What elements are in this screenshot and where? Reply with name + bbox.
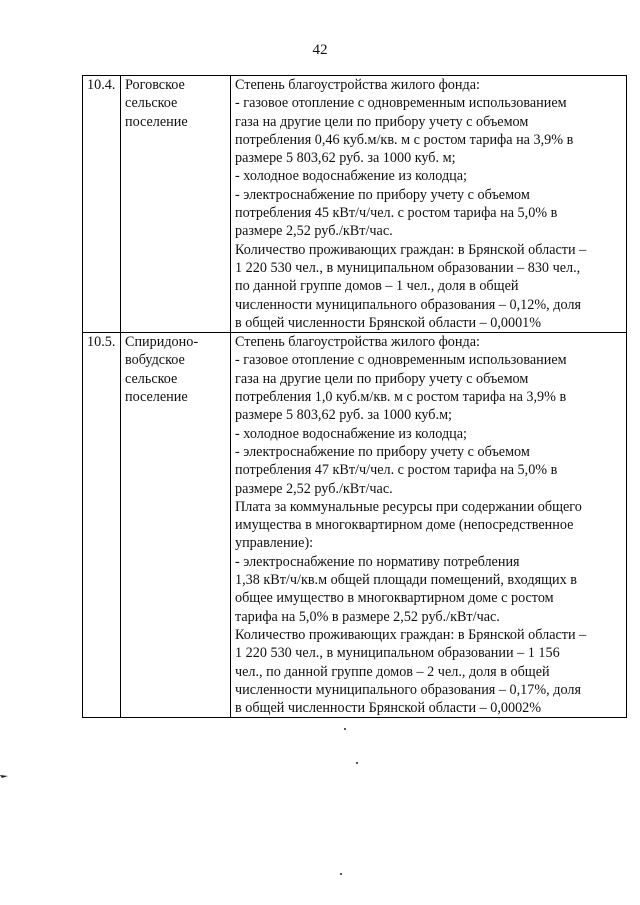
description-line: имущества в многоквартирном доме (непосредственное [235, 517, 574, 534]
settlement-name-line: Роговское [125, 77, 185, 93]
description-line: - электроснабжение по прибору учету с объемом [235, 443, 530, 460]
description-line: общее имущество в многоквартирном доме с ростом [235, 590, 554, 607]
description-line: - холодное водоснабжение из колодца; [235, 168, 467, 185]
settlement-name-line: Спиридоно- [125, 334, 199, 351]
row-number-cell [83, 333, 121, 718]
description-line: Плата за коммунальные ресурсы при содержании общего [235, 498, 582, 515]
settlement-name-line: вобудское [125, 352, 185, 369]
settlement-name-line: сельское [125, 370, 178, 387]
scan-speck [344, 728, 346, 730]
description-line: размере 2,52 руб./кВт/час. [235, 480, 393, 497]
settlement-name-cell [121, 76, 231, 333]
description-line: потребления 47 кВт/ч/чел. с ростом тарифа на 5,0% в [235, 462, 558, 479]
description-line: потребления 45 кВт/ч/чел. с ростом тарифа на 5,0% в [235, 205, 558, 222]
description-line: газа на другие цели по прибору учету с объемом [235, 370, 529, 387]
description-line: в общей численности Брянской области – 0,0001% [235, 314, 542, 331]
scan-speck [356, 762, 358, 764]
settlement-name-line: поселение [125, 389, 188, 406]
settlement-name-line: поселение [125, 113, 188, 130]
table-row [83, 333, 627, 718]
scan-speck [340, 873, 342, 875]
row-number: 10.5. [87, 334, 116, 351]
description-line: - электроснабжение по прибору учету с объемом [235, 186, 530, 203]
table-body [83, 76, 627, 718]
description-cell [231, 333, 627, 718]
description-line: - электроснабжение по нормативу потребления [235, 553, 520, 570]
description-line: - газовое отопление с одновременным использованием [235, 95, 567, 112]
description-line: размере 2,52 руб./кВт/час. [235, 223, 393, 240]
description-line: Степень благоустройства жилого фонда: [235, 334, 480, 351]
description-line: размере 5 803,62 руб. за 1000 куб. м; [235, 150, 456, 167]
scan-mark [0, 772, 10, 782]
row-number: 10.4. [87, 77, 116, 93]
description-line: размере 5 803,62 руб. за 1000 куб.м; [235, 407, 452, 424]
description-line: Количество проживающих граждан: в Брянской области – [235, 626, 587, 643]
description-line: 1 220 530 чел., в муниципальном образовании – 830 чел., [235, 259, 581, 276]
settlement-name-line: сельское [125, 95, 178, 112]
description-line: потребления 0,46 куб.м/кв. м с ростом тарифа на 3,9% в [235, 131, 574, 148]
description-line: - газовое отопление с одновременным использованием [235, 352, 567, 369]
description-line: численности муниципального образования – 0,17%, доля [235, 681, 581, 698]
description-line: в общей численности Брянской области – 0,0002% [235, 700, 542, 717]
page-number: 42 [312, 42, 328, 58]
settlement-name-cell [121, 333, 231, 718]
document-table [82, 75, 627, 718]
description-line: управление): [235, 535, 314, 552]
table-row [83, 76, 627, 333]
description-line: по данной группе домов – 1 чел., доля в общей [235, 278, 519, 295]
description-line: Степень благоустройства жилого фонда: [235, 77, 480, 93]
description-line: Количество проживающих граждан: в Брянской области – [235, 241, 587, 258]
description-line: потребления 1,0 куб.м/кв. м с ростом тарифа на 3,9% в [235, 389, 567, 406]
row-number-cell [83, 76, 121, 333]
description-line: газа на другие цели по прибору учету с объемом [235, 113, 529, 130]
description-line: 1 220 530 чел., в муниципальном образовании – 1 156 [235, 645, 560, 662]
description-line: - холодное водоснабжение из колодца; [235, 425, 467, 442]
description-line: тарифа на 5,0% в размере 2,52 руб./кВт/час. [235, 608, 500, 625]
description-line: численности муниципального образования – 0,12%, доля [235, 296, 581, 313]
description-line: чел., по данной группе домов – 2 чел., доля в общей [235, 663, 550, 680]
description-cell [231, 76, 627, 333]
description-line: 1,38 кВт/ч/кв.м общей площади помещений, входящих в [235, 572, 577, 589]
